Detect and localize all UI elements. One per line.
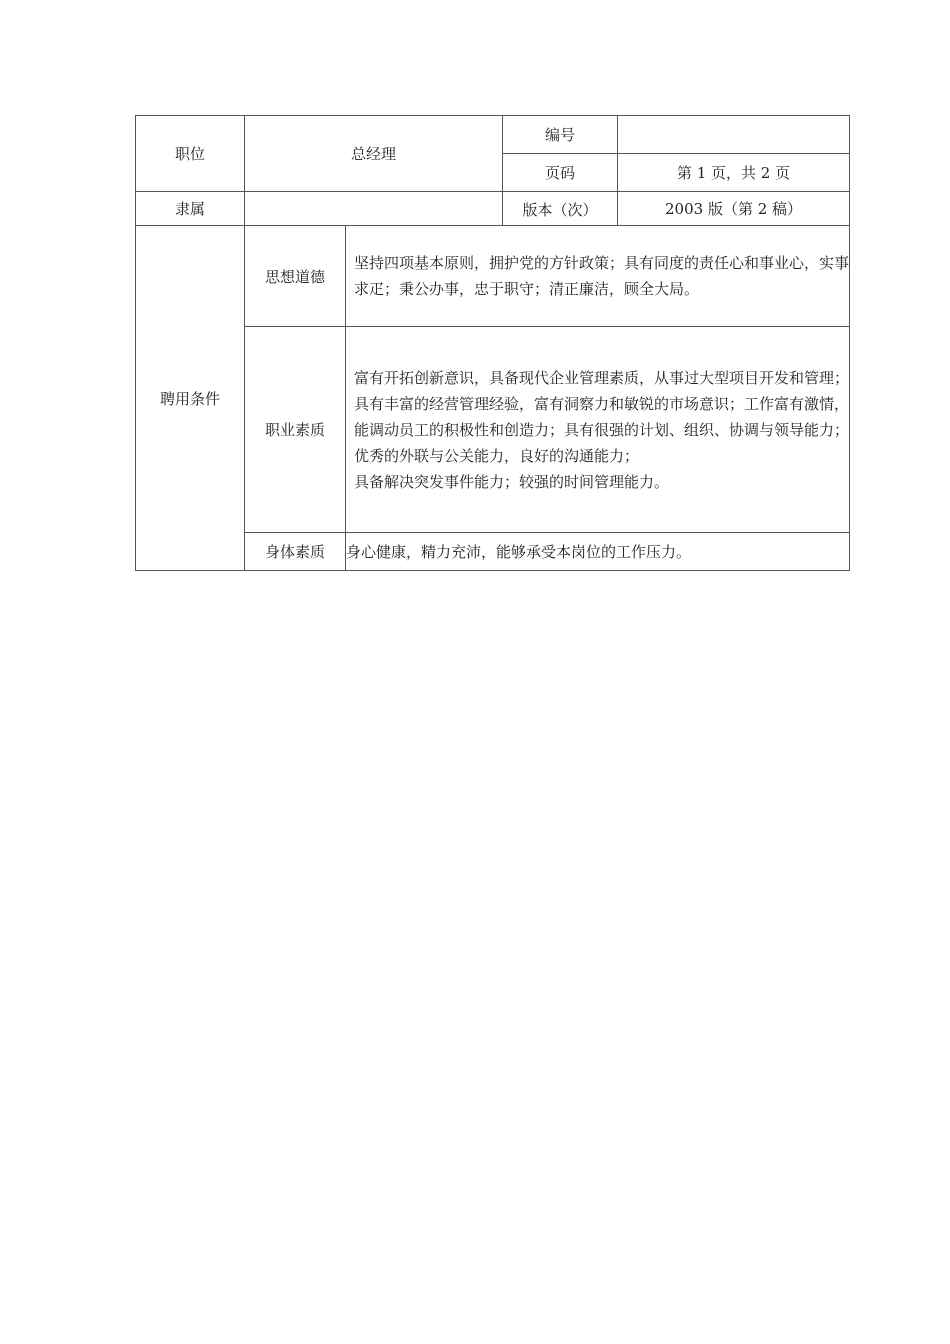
moral-text-cell bbox=[346, 226, 850, 327]
position-value: 总经理 bbox=[245, 116, 503, 192]
version-label: 版本（次） bbox=[522, 201, 598, 219]
version-value: 2003 版（第 2 稿） bbox=[618, 192, 850, 226]
page-value: 第 1 页，共 2 页 bbox=[618, 154, 850, 192]
moral-text: 坚持四项基本原则，拥护党的方针政策；具有同度的责任心和事业心，实事求疋；秉公办事，忠于职守；清正廉洁，顾全大局。 bbox=[354, 254, 850, 298]
position-label: 职位 bbox=[136, 116, 245, 192]
conditions-label: 聘用条件 bbox=[136, 226, 245, 571]
professional-para-1: 富有开拓创新意识，具备现代企业管理素质，从事过大型项目开发和管理； bbox=[354, 368, 850, 387]
dept-value bbox=[245, 192, 503, 226]
job-description-table bbox=[135, 115, 850, 571]
page-label: 页码 bbox=[503, 154, 618, 192]
version-label-cell bbox=[503, 192, 618, 226]
physical-text: 身心健康，精力充沛，能够承受本岗位的工作压力。 bbox=[346, 533, 850, 571]
professional-text-cell bbox=[346, 327, 850, 533]
number-value bbox=[618, 116, 850, 154]
dept-label: 隶属 bbox=[136, 192, 245, 226]
number-label: 编号 bbox=[503, 116, 618, 154]
professional-label: 职业素质 bbox=[245, 327, 346, 533]
professional-para-3: 具备解决突发事件能力；较强的时间管理能力。 bbox=[354, 472, 670, 491]
moral-label: 思想道德 bbox=[245, 226, 346, 327]
professional-para-2: 具有丰富的经营管理经验，富有洞察力和敏锐的市场意识；工作富有激情，能调动员工的积极性和创造力；具有很强的计划、组织、协调与领导能力；优秀的外联与公关能力，良好的沟通能力； bbox=[354, 394, 850, 465]
physical-label: 身体素质 bbox=[245, 533, 346, 571]
